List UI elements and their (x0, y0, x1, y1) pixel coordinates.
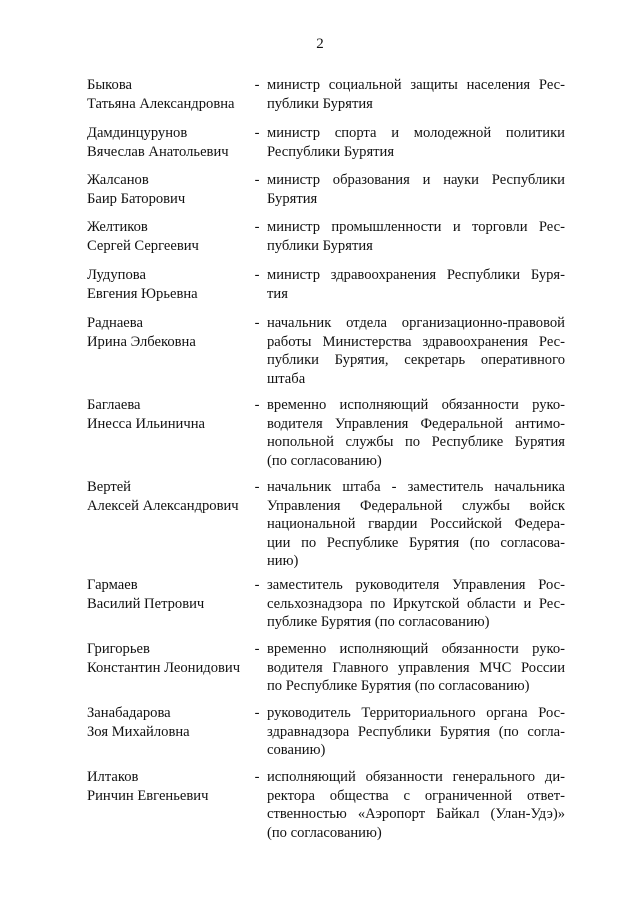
member-position (267, 640, 565, 696)
position-line: сованию) (267, 742, 326, 758)
separator-dash: - (254, 77, 260, 93)
position-line: (по согласованию) (267, 452, 382, 469)
member-given-names: Ирина Элбековна (87, 333, 196, 350)
member-name (87, 704, 252, 741)
position-line: публики Бурятия (267, 237, 373, 254)
position-line: национальной гвардии Российской Федера- (267, 516, 565, 532)
position-line: министр социальной защиты населения Рес- (267, 77, 565, 93)
position-line: временно исполняющий обязанности руко- (267, 397, 565, 413)
member-given-names: Баир Баторович (87, 190, 186, 207)
position-line: заместитель руководителя Управления Рос- (267, 577, 565, 593)
member-position (267, 478, 565, 571)
member-name (87, 576, 252, 613)
position-line: начальник отдела организационно-правовой (267, 315, 565, 331)
member-given-names: Инесса Ильинична (87, 415, 205, 432)
position-line: ции по Республике Бурятия (по согласова- (267, 534, 565, 551)
member-surname: Дамдинцурунов (87, 125, 188, 141)
member-given-names: Вячеслав Анатольевич (87, 143, 229, 160)
position-line: здравнадзора Республики Бурятия (по согла- (267, 723, 565, 740)
member-surname: Быкова (87, 77, 133, 93)
position-line: министр здравоохранения Республики Буря- (267, 267, 565, 283)
separator-dash: - (254, 172, 260, 188)
member-name (87, 478, 252, 515)
member-given-names: Алексей Александрович (87, 497, 239, 514)
member-name (87, 640, 252, 677)
separator-dash: - (254, 125, 260, 141)
member-surname: Григорьев (87, 641, 150, 657)
member-position (267, 218, 565, 255)
member-position (267, 124, 565, 161)
position-line: ственностью «Аэропорт Байкал (Улан-Удэ)» (267, 806, 565, 822)
separator-dash: - (254, 219, 260, 235)
member-name (87, 266, 252, 303)
position-line: Бурятия (267, 190, 318, 207)
member-given-names: Василий Петрович (87, 595, 205, 612)
member-name (87, 171, 252, 208)
position-line: по Республике Бурятия (по согласованию) (267, 678, 530, 694)
member-given-names: Константин Леонидович (87, 659, 241, 676)
member-surname: Вертей (87, 479, 131, 495)
position-line: ректора общества с ограниченной ответ- (267, 787, 565, 804)
position-line: руководитель Территориального органа Рос- (267, 705, 565, 721)
position-line: нию) (267, 553, 299, 569)
position-line: работы Министерства здравоохранения Рес- (267, 333, 565, 350)
member-name (87, 76, 252, 113)
member-surname: Лудупова (87, 267, 146, 283)
position-line: штаба (267, 370, 306, 387)
member-name (87, 124, 252, 161)
member-position (267, 266, 565, 303)
page-number: 2 (316, 36, 324, 52)
member-given-names: Сергей Сергеевич (87, 237, 199, 254)
separator-dash: - (254, 315, 260, 331)
member-given-names: Евгения Юрьевна (87, 285, 198, 302)
member-position (267, 768, 565, 842)
separator-dash: - (254, 577, 260, 593)
position-line: водителя Управления Федеральной антимо- (267, 415, 565, 432)
position-line: министр образования и науки Республики (267, 172, 565, 188)
position-line: начальник штаба - заместитель начальника (267, 479, 565, 495)
separator-dash: - (254, 705, 260, 721)
position-line: сельхознадзора по Иркутской области и Рес- (267, 595, 565, 612)
separator-dash: - (254, 479, 260, 495)
member-surname: Занабадарова (87, 705, 171, 721)
position-line: Управления Федеральной службы войск (267, 497, 565, 514)
member-surname: Раднаева (87, 315, 143, 331)
position-line: тия (267, 285, 288, 302)
member-position (267, 171, 565, 208)
separator-dash: - (254, 397, 260, 413)
member-position (267, 76, 565, 113)
member-surname: Гармаев (87, 577, 138, 593)
member-surname: Илтаков (87, 769, 139, 785)
position-line: публике Бурятия (по согласованию) (267, 614, 490, 630)
position-line: нопольной службы по Республике Бурятия (267, 434, 565, 450)
member-name (87, 768, 252, 805)
separator-dash: - (254, 769, 260, 785)
member-given-names: Ринчин Евгеньевич (87, 787, 209, 804)
member-name (87, 396, 252, 433)
separator-dash: - (254, 641, 260, 657)
position-line: (по согласованию) (267, 824, 382, 841)
position-line: временно исполняющий обязанности руко- (267, 641, 565, 657)
member-position (267, 396, 565, 470)
position-line: публики Бурятия, секретарь оперативного (267, 352, 565, 368)
member-position (267, 576, 565, 632)
member-given-names: Зоя Михайловна (87, 723, 190, 740)
position-line: министр спорта и молодежной политики (267, 125, 565, 141)
member-position (267, 704, 565, 760)
member-name (87, 218, 252, 255)
position-line: публики Бурятия (267, 95, 373, 112)
member-surname: Баглаева (87, 397, 141, 413)
position-line: министр промышленности и торговли Рес- (267, 219, 565, 235)
position-line: водителя Главного управления МЧС России (267, 659, 565, 676)
member-given-names: Татьяна Александровна (87, 95, 235, 112)
position-line: исполняющий обязанности генерального ди- (267, 769, 565, 785)
member-surname: Жалсанов (87, 172, 149, 188)
separator-dash: - (254, 267, 260, 283)
member-position (267, 314, 565, 388)
position-line: Республики Бурятия (267, 143, 395, 160)
member-name (87, 314, 252, 351)
member-surname: Желтиков (87, 219, 148, 235)
